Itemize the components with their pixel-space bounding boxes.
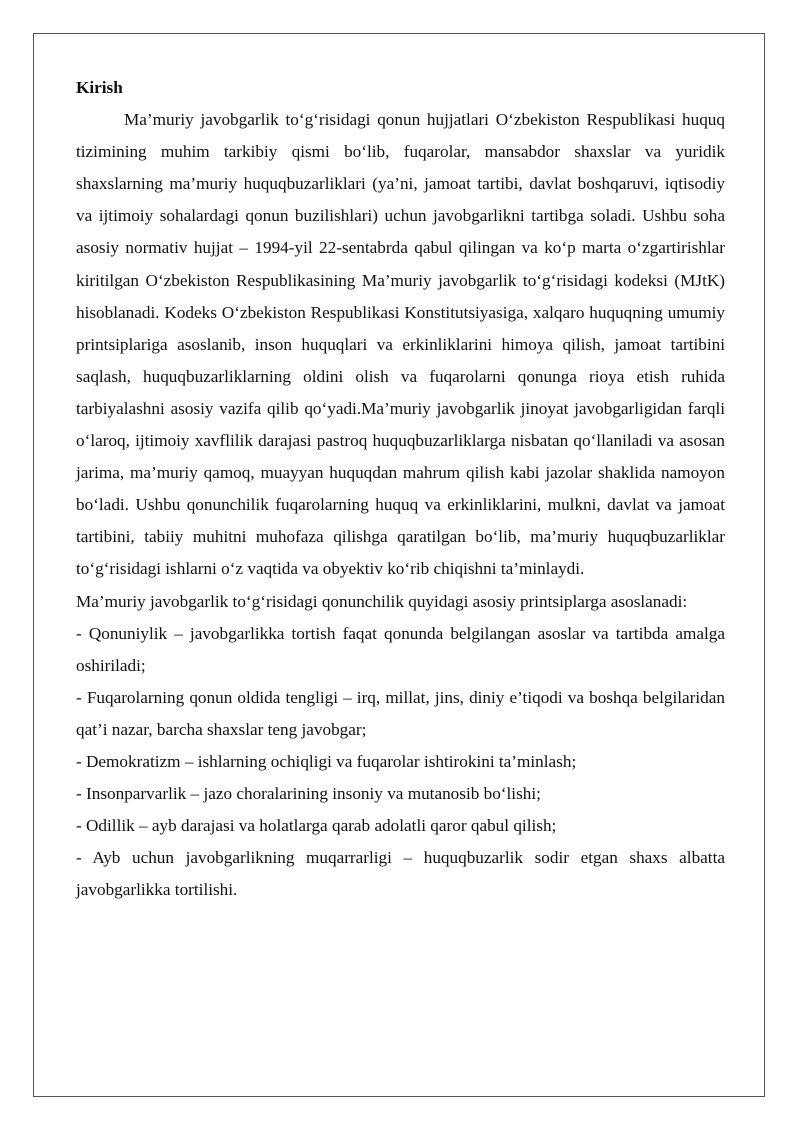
principle-item-inevitability: - Ayb uchun javobgarlikning muqarrarligi – huquqbuzarlik sodir etgan shaxs albatta javobgarlikka tortilishi. (76, 848, 725, 900)
section-heading: Kirish (76, 78, 123, 97)
document-body (76, 72, 725, 906)
principle-item-equality: - Fuqarolarning qonun oldida tengligi – irq, millat, jins, diniy e’tiqodi va boshqa belgilaridan qat’i nazar, barcha shaxslar teng javobgar; (76, 687, 725, 739)
principle-item-humanism: - Insonparvarlik – jazo choralarining insoniy va mutanosib bo‘lishi; (76, 784, 541, 804)
principles-intro-paragraph: Ma’muriy javobgarlik to‘g‘risidagi qonunchilik quyidagi asosiy printsiplarga asoslanadi: (76, 591, 688, 611)
principle-item-legality: - Qonuniylik – javobgarlikka tortish faqat qonunda belgilangan asoslar va tartibda amalga oshiriladi; (76, 623, 725, 675)
principle-item-fairness: - Odillik – ayb darajasi va holatlarga qarab adolatli qaror qabul qilish; (76, 816, 557, 836)
intro-paragraph: Ma’muriy javobgarlik to‘g‘risidagi qonun hujjatlari O‘zbekiston Respublikasi huquq tizimining muhim tarkibiy qismi bo‘lib, fuqarolar, mansabdor shaxslar va yuridik shaxslarning ma’muriy huquqbuzarliklari (ya’ni, jamoat tartibi, davlat boshqaruvi, iqtisodiy va ijtimoiy sohalardagi qonun buzilishlari) uchun javobgarlikni tartibga soladi. Ushbu soha asosiy normativ hujjat – 1994-yil 22-sentabrda qabul qilingan va ko‘p marta o‘zgartirishlar kiritilgan O‘zbekiston Respublikasining Ma’muriy javobgarlik to‘g‘risidagi kodeksi (MJtK) hisoblanadi. Kodeks O‘zbekiston Respublikasi Konstitutsiyasiga, xalqaro huquqning umumiy printsiplariga asoslanib, inson huquqlari va erkinliklarini himoya qilish, jamoat tartibini saqlash, huquqbuzarliklarning oldini olish va fuqarolarni qonunga rioya etish ruhida tarbiyalashni asosiy vazifa qilib qo‘yadi.Ma’muriy javobgarlik jinoyat javobgarligidan farqli o‘laroq, ijtimoiy xavflilik darajasi pastroq huquqbuzarliklarga nisbatan qo‘llaniladi va asosan jarima, ma’muriy qamoq, muayyan huquqdan mahrum qilish kabi jazolar shaklida namoyon bo‘ladi. Ushbu qonunchilik fuqarolarning huquq va erkinliklarini, mulkni, davlat va jamoat tartibini, tabiiy muhitni muhofaza qilishga qaratilgan bo‘lib, ma’muriy huquqbuzarliklar to‘g‘risidagi ishlarni o‘z vaqtida va obyektiv ko‘rib chiqishni ta’minlaydi. (76, 110, 725, 579)
principle-item-democratism: - Demokratizm – ishlarning ochiqligi va fuqarolar ishtirokini ta’minlash; (76, 751, 577, 771)
